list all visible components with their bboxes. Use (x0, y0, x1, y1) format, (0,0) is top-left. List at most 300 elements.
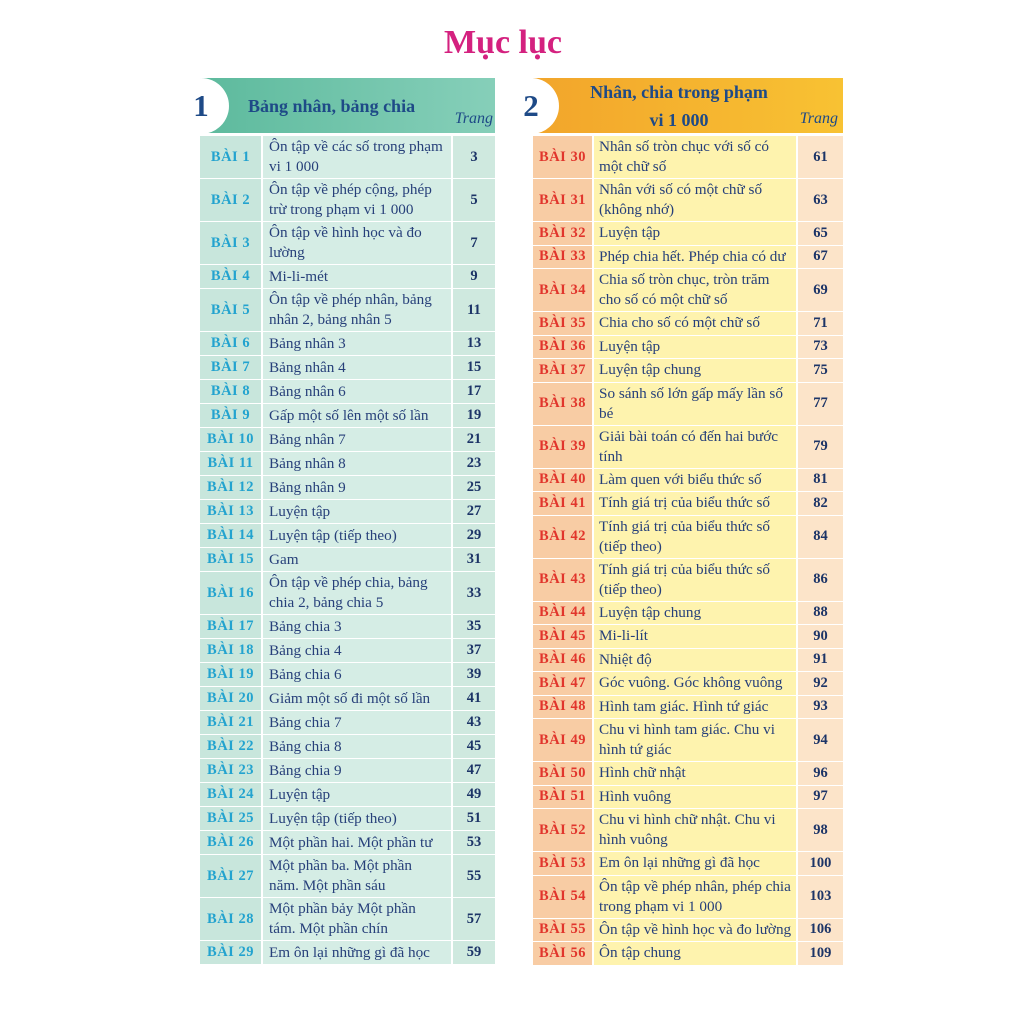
lesson-title (263, 615, 453, 638)
lesson-title-line: (tiếp theo) (599, 580, 662, 598)
lesson-title-line: Chia cho số có một chữ số (599, 314, 760, 332)
lesson-title-line: Bảng nhân 6 (269, 382, 346, 400)
lesson-list (533, 136, 843, 966)
lesson-title-line: (không nhớ) (599, 201, 675, 218)
page-number: 90 (798, 625, 843, 648)
lesson-label: BÀI 43 (533, 559, 594, 601)
lesson-title-line: Hình tam giác. Hình tứ giác (599, 697, 769, 715)
toc-row (200, 524, 495, 548)
page-number: 65 (798, 222, 843, 245)
lesson-label: BÀI 21 (200, 711, 263, 734)
lesson-title-line: Luyện tập chung (599, 603, 702, 621)
lesson-title-line: Bảng chia 9 (269, 761, 342, 779)
toc-row (533, 876, 843, 919)
lesson-title (594, 672, 798, 695)
lesson-label: BÀI 23 (200, 759, 263, 782)
chapter-2-header (523, 78, 843, 133)
lesson-label: BÀI 47 (533, 672, 594, 695)
chapter-number-badge (173, 78, 229, 134)
toc-row (200, 783, 495, 807)
lesson-label: BÀI 46 (533, 649, 594, 672)
page-title: Mục lục (443, 24, 563, 61)
lesson-label: BÀI 2 (200, 179, 263, 221)
lesson-title (263, 941, 453, 964)
page-number: 47 (453, 759, 495, 782)
toc-row (533, 719, 843, 762)
page-number: 100 (798, 852, 843, 875)
toc-row (200, 332, 495, 356)
lesson-label: BÀI 6 (200, 332, 263, 355)
lesson-title-line: Ôn tập chung (599, 944, 681, 962)
chapter-1-header (193, 78, 495, 133)
lesson-title (263, 639, 453, 662)
lesson-title-line: Luyện tập (599, 337, 661, 355)
lesson-title-line: Nhân số tròn chục với số có (599, 138, 769, 155)
chapter-2-column (523, 78, 843, 962)
lesson-label: BÀI 11 (200, 452, 263, 475)
lesson-title-line: Gấp một số lên một số lần (269, 406, 429, 424)
lesson-title (594, 269, 798, 311)
lesson-title-line: (tiếp theo) (599, 537, 662, 555)
page-number: 49 (453, 783, 495, 806)
page-number: 94 (798, 719, 843, 761)
toc-row (533, 246, 843, 270)
toc-row (533, 559, 843, 602)
lesson-label: BÀI 30 (533, 136, 594, 178)
lesson-title (594, 919, 798, 942)
lesson-label: BÀI 40 (533, 469, 594, 492)
lesson-label: BÀI 33 (533, 246, 594, 269)
lesson-title (263, 524, 453, 547)
lesson-title (594, 786, 798, 809)
lesson-title-line: Luyện tập (tiếp theo) (269, 526, 397, 544)
toc-row (533, 809, 843, 852)
lesson-label: BÀI 22 (200, 735, 263, 758)
chapter-title-line: Nhân, chia trong phạm (590, 81, 768, 102)
page-number: 19 (453, 404, 495, 427)
page-number: 11 (453, 289, 495, 331)
toc-row (200, 759, 495, 783)
lesson-label: BÀI 39 (533, 426, 594, 468)
lesson-label: BÀI 20 (200, 687, 263, 710)
lesson-title-line: Một phần bảy Một phần (269, 900, 416, 917)
lesson-title (263, 356, 453, 379)
lesson-title (263, 428, 453, 451)
lesson-label: BÀI 51 (533, 786, 594, 809)
page-number: 27 (453, 500, 495, 523)
lesson-title (594, 492, 798, 515)
page-number: 45 (453, 735, 495, 758)
lesson-title-line: vi 1 000 (269, 158, 319, 175)
lesson-label: BÀI 35 (533, 312, 594, 335)
lesson-title-line: Ôn tập về hình học và đo (269, 224, 422, 241)
page-number: 17 (453, 380, 495, 403)
lesson-title-line: cho số có một chữ số (599, 291, 728, 308)
lesson-title-line: Ôn tập về các số trong phạm (269, 138, 443, 155)
page-number: 96 (798, 762, 843, 785)
page-number: 37 (453, 639, 495, 662)
lesson-label: BÀI 16 (200, 572, 263, 614)
lesson-title (594, 336, 798, 359)
lesson-title-line: Bảng nhân 7 (269, 430, 346, 448)
lesson-label: BÀI 38 (533, 383, 594, 425)
toc-row (200, 572, 495, 615)
page-number: 93 (798, 696, 843, 719)
toc-row (533, 516, 843, 559)
lesson-title (594, 696, 798, 719)
lesson-title (263, 898, 453, 940)
page-number: 63 (798, 179, 843, 221)
lesson-title-line: Góc vuông. Góc không vuông (599, 674, 783, 692)
toc-row (533, 649, 843, 673)
lesson-title-line: Bảng nhân 3 (269, 334, 346, 352)
lesson-label: BÀI 50 (533, 762, 594, 785)
toc-row (200, 855, 495, 898)
page-number: 84 (798, 516, 843, 558)
toc-row (533, 696, 843, 720)
lesson-label: BÀI 32 (533, 222, 594, 245)
lesson-title-line: chia 2, bảng chia 5 (269, 594, 384, 611)
lesson-title (263, 831, 453, 854)
lesson-title (263, 663, 453, 686)
toc-row (533, 672, 843, 696)
lesson-title-line: Hình vuông (599, 787, 672, 805)
lesson-title (263, 572, 453, 614)
lesson-title-line: Giảm một số đi một số lần (269, 689, 431, 707)
page-number: 97 (798, 786, 843, 809)
lesson-label: BÀI 1 (200, 136, 263, 178)
page-number: 67 (798, 246, 843, 269)
lesson-title-line: Bảng chia 4 (269, 641, 342, 659)
toc-row (533, 469, 843, 493)
chapter-number: 2 (523, 88, 539, 123)
lesson-title-line: Nhân với số có một chữ số (599, 181, 763, 198)
lesson-title-line: Chia số tròn chục, tròn trăm (599, 271, 770, 288)
chapter-1-column (193, 78, 495, 961)
lesson-title-line: Luyện tập (tiếp theo) (269, 809, 397, 827)
lesson-title (594, 559, 798, 601)
lesson-label: BÀI 14 (200, 524, 263, 547)
lesson-title (594, 516, 798, 558)
lesson-label: BÀI 25 (200, 807, 263, 830)
lesson-title-line: Ôn tập về hình học và đo lường (599, 920, 792, 938)
page-number: 29 (453, 524, 495, 547)
lesson-title (594, 179, 798, 221)
lesson-label: BÀI 13 (200, 500, 263, 523)
lesson-title-line: Bảng chia 8 (269, 737, 342, 755)
lesson-label: BÀI 36 (533, 336, 594, 359)
toc-row (200, 265, 495, 289)
lesson-title-line: Bảng chia 7 (269, 713, 342, 731)
lesson-title-line: Tính giá trị của biểu thức số (599, 560, 771, 578)
toc-row (533, 179, 843, 222)
lesson-title (263, 783, 453, 806)
toc-row (200, 356, 495, 380)
lesson-title-line: hình tứ giác (599, 741, 672, 758)
lesson-title-line: Bảng chia 6 (269, 665, 342, 683)
lesson-title-line: Ôn tập về phép nhân, bảng (269, 291, 432, 308)
page-number: 92 (798, 672, 843, 695)
lesson-title (594, 426, 798, 468)
lesson-title (594, 625, 798, 648)
lesson-title (263, 735, 453, 758)
lesson-title-line: Gam (269, 550, 299, 568)
lesson-label: BÀI 48 (533, 696, 594, 719)
lesson-title-line: Ôn tập về phép chia, bảng (269, 574, 428, 591)
lesson-title (263, 711, 453, 734)
lesson-label: BÀI 53 (533, 852, 594, 875)
page-number: 98 (798, 809, 843, 851)
lesson-title (263, 380, 453, 403)
lesson-title-line: Em ôn lại những gì đã học (269, 943, 430, 961)
page-number: 53 (453, 831, 495, 854)
lesson-title (594, 719, 798, 761)
page-number: 69 (798, 269, 843, 311)
toc-row (200, 222, 495, 265)
lesson-title (594, 876, 798, 918)
lesson-title (594, 852, 798, 875)
lesson-title-line: Bảng chia 3 (269, 617, 342, 635)
lesson-title-line: Hình chữ nhật (599, 764, 686, 782)
lesson-title-line: Một phần hai. Một phần tư (269, 833, 433, 851)
page-number: 21 (453, 428, 495, 451)
toc-row (200, 428, 495, 452)
page-number: 15 (453, 356, 495, 379)
lesson-title-line: Chu vi hình tam giác. Chu vi (599, 721, 775, 738)
page-number: 109 (798, 942, 843, 965)
page-number: 86 (798, 559, 843, 601)
toc-row (200, 663, 495, 687)
lesson-title-line: Nhiệt độ (599, 650, 652, 668)
lesson-title-line: Ôn tập về phép cộng, phép (269, 181, 432, 198)
page-number: 25 (453, 476, 495, 499)
page-number: 77 (798, 383, 843, 425)
chapter-number-badge (503, 78, 559, 134)
lesson-title (263, 687, 453, 710)
chapter-title (248, 78, 415, 133)
toc-row (200, 711, 495, 735)
toc-row (533, 136, 843, 179)
toc-row (533, 625, 843, 649)
lesson-title-line: Bảng nhân 8 (269, 454, 346, 472)
chapter-title-line: Bảng nhân, bảng chia (248, 95, 416, 116)
lesson-title (263, 548, 453, 571)
lesson-title (594, 359, 798, 382)
lesson-label: BÀI 27 (200, 855, 263, 897)
toc-row (200, 831, 495, 855)
lesson-title-line: tính (599, 447, 623, 465)
lesson-title (263, 332, 453, 355)
lesson-title-line: trong phạm vi 1 000 (599, 897, 723, 915)
lesson-title-line: Luyện tập (269, 502, 331, 520)
lesson-label: BÀI 45 (533, 625, 594, 648)
lesson-title (263, 404, 453, 427)
lesson-title-line: Luyện tập (599, 224, 661, 242)
page-number: 103 (798, 876, 843, 918)
page-number: 73 (798, 336, 843, 359)
lesson-title-line: Mi-li-mét (269, 267, 329, 285)
lesson-title (594, 136, 798, 178)
toc-row (200, 179, 495, 222)
lesson-title (263, 136, 453, 178)
lesson-title (263, 500, 453, 523)
page-number: 81 (798, 469, 843, 492)
lesson-title-line: Một phần ba. Một phần (269, 857, 412, 874)
toc-row (200, 548, 495, 572)
toc-row (200, 687, 495, 711)
lesson-label: BÀI 28 (200, 898, 263, 940)
page-number: 82 (798, 492, 843, 515)
page-number: 39 (453, 663, 495, 686)
page-number: 7 (453, 222, 495, 264)
page-column-header: Trang (454, 110, 493, 127)
page-number: 43 (453, 711, 495, 734)
toc-row (200, 898, 495, 941)
page-number: 23 (453, 452, 495, 475)
lesson-list (200, 136, 495, 965)
toc-row (200, 404, 495, 428)
lesson-label: BÀI 29 (200, 941, 263, 964)
lesson-label: BÀI 18 (200, 639, 263, 662)
lesson-title-line: tám. Một phần chín (269, 920, 388, 937)
page-number: 35 (453, 615, 495, 638)
toc-row (200, 500, 495, 524)
lesson-title-line: Em ôn lại những gì đã học (599, 854, 760, 872)
toc-row (533, 919, 843, 943)
lesson-label: BÀI 17 (200, 615, 263, 638)
page-number: 55 (453, 855, 495, 897)
lesson-label: BÀI 34 (533, 269, 594, 311)
page-number: 75 (798, 359, 843, 382)
lesson-title (594, 649, 798, 672)
lesson-label: BÀI 5 (200, 289, 263, 331)
toc-row (533, 602, 843, 626)
toc-row (533, 269, 843, 312)
lesson-title-line: Tính giá trị của biểu thức số (599, 517, 771, 535)
toc-row (533, 359, 843, 383)
toc-row (533, 852, 843, 876)
lesson-label: BÀI 19 (200, 663, 263, 686)
lesson-label: BÀI 7 (200, 356, 263, 379)
lesson-label: BÀI 9 (200, 404, 263, 427)
toc-row (200, 380, 495, 404)
lesson-title (594, 762, 798, 785)
chapter-title (573, 78, 785, 133)
toc-row (533, 762, 843, 786)
page-number: 13 (453, 332, 495, 355)
lesson-title-line: lường (269, 244, 305, 261)
lesson-title-line: So sánh số lớn gấp mấy lần số (599, 384, 783, 402)
lesson-label: BÀI 10 (200, 428, 263, 451)
toc-row (533, 786, 843, 810)
page-number: 3 (453, 136, 495, 178)
lesson-title-line: bé (599, 404, 614, 422)
lesson-label: BÀI 26 (200, 831, 263, 854)
toc-row (200, 452, 495, 476)
toc-row (533, 336, 843, 360)
lesson-title-line: Bảng nhân 4 (269, 358, 346, 376)
toc-row (533, 426, 843, 469)
toc-row (200, 615, 495, 639)
lesson-title (263, 759, 453, 782)
lesson-title-line: Chu vi hình chữ nhật. Chu vi (599, 811, 776, 828)
lesson-label: BÀI 31 (533, 179, 594, 221)
toc-row (200, 735, 495, 759)
lesson-title (594, 246, 798, 269)
lesson-label: BÀI 41 (533, 492, 594, 515)
page-number: 51 (453, 807, 495, 830)
toc-row (200, 941, 495, 965)
lesson-title (594, 383, 798, 425)
lesson-title-line: Mi-li-lít (599, 627, 648, 645)
lesson-title-line: hình vuông (599, 831, 668, 848)
lesson-label: BÀI 37 (533, 359, 594, 382)
page-number: 106 (798, 919, 843, 942)
lesson-label: BÀI 24 (200, 783, 263, 806)
lesson-label: BÀI 44 (533, 602, 594, 625)
lesson-label: BÀI 4 (200, 265, 263, 288)
lesson-title-line: nhân 2, bảng nhân 5 (269, 311, 392, 328)
toc-row (200, 476, 495, 500)
toc-row (200, 639, 495, 663)
lesson-title (594, 602, 798, 625)
lesson-title (594, 469, 798, 492)
lesson-title (594, 312, 798, 335)
lesson-title-line: Giải bài toán có đến hai bước (599, 427, 779, 445)
lesson-title-line: Luyện tập chung (599, 361, 702, 379)
lesson-label: BÀI 49 (533, 719, 594, 761)
lesson-title-line: năm. Một phần sáu (269, 877, 386, 894)
lesson-title-line: Tính giá trị của biểu thức số (599, 494, 771, 512)
page-number: 61 (798, 136, 843, 178)
lesson-title (594, 222, 798, 245)
page-number: 91 (798, 649, 843, 672)
lesson-title-line: Bảng nhân 9 (269, 478, 346, 496)
lesson-label: BÀI 52 (533, 809, 594, 851)
lesson-title-line: một chữ số (599, 158, 667, 175)
lesson-title (263, 289, 453, 331)
lesson-title (263, 265, 453, 288)
lesson-label: BÀI 12 (200, 476, 263, 499)
lesson-title (263, 855, 453, 897)
lesson-label: BÀI 56 (533, 942, 594, 965)
page-number: 57 (453, 898, 495, 940)
page-number: 5 (453, 179, 495, 221)
toc-row (200, 807, 495, 831)
page-number: 71 (798, 312, 843, 335)
lesson-title (263, 452, 453, 475)
lesson-title-line: trừ trong phạm vi 1 000 (269, 201, 414, 218)
toc-row (200, 136, 495, 179)
lesson-title (263, 807, 453, 830)
lesson-title (263, 476, 453, 499)
page-number: 59 (453, 941, 495, 964)
lesson-label: BÀI 42 (533, 516, 594, 558)
lesson-title (263, 179, 453, 221)
lesson-label: BÀI 54 (533, 876, 594, 918)
page-number: 79 (798, 426, 843, 468)
lesson-title (263, 222, 453, 264)
toc-row (200, 289, 495, 332)
page-number: 41 (453, 687, 495, 710)
toc-row (533, 312, 843, 336)
page-number: 9 (453, 265, 495, 288)
toc-row (533, 492, 843, 516)
toc-row (533, 383, 843, 426)
page-number: 33 (453, 572, 495, 614)
toc-row (533, 942, 843, 966)
lesson-title-line: Làm quen với biểu thức số (599, 470, 762, 488)
